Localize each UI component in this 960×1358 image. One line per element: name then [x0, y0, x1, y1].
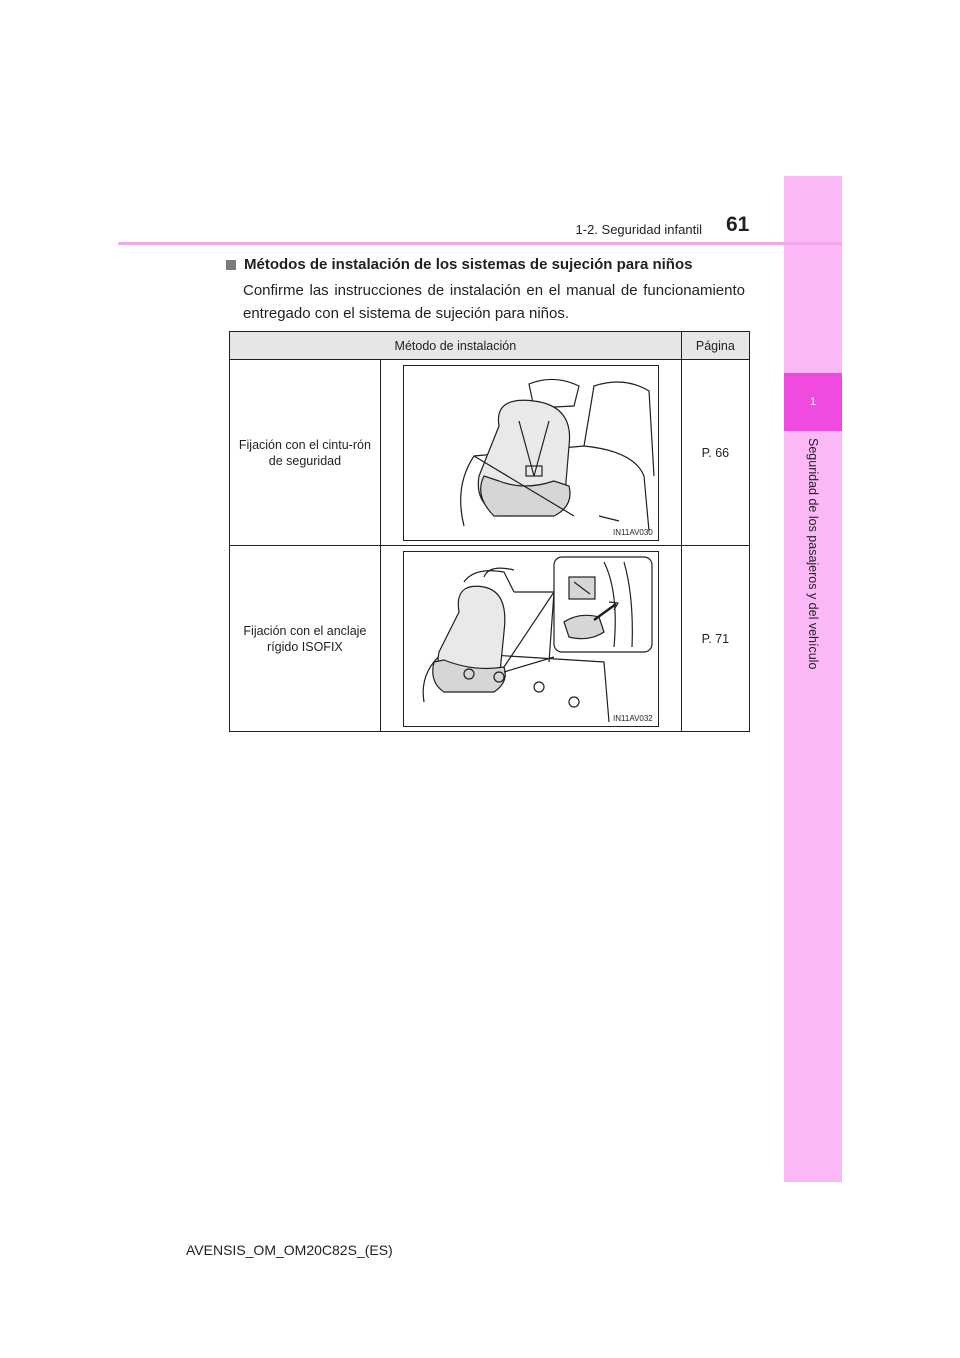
figure-cell	[380, 546, 681, 732]
side-tab	[784, 176, 842, 1182]
chapter-label: Seguridad de los pasajeros y del vehículo	[806, 438, 820, 670]
seatbelt-seat-drawing	[404, 366, 658, 540]
figure-cell	[380, 360, 681, 546]
chapter-number-tab[interactable]: 1	[784, 373, 842, 431]
document-code: AVENSIS_OM_OM20C82S_(ES)	[186, 1242, 393, 1258]
page-reference-link[interactable]: P. 71	[681, 546, 749, 732]
method-cell: Fijación con el cintu-rón de seguridad	[230, 360, 381, 546]
page-number: 61	[726, 213, 750, 236]
figure-code: IN11AV032	[613, 713, 653, 723]
table-header-row	[230, 332, 750, 360]
square-bullet-icon	[226, 260, 236, 270]
isofix-child-seat-illustration	[403, 551, 659, 727]
section-title: 1-2. Seguridad infantil	[575, 222, 702, 237]
installation-methods-table	[229, 331, 750, 732]
table-row	[230, 360, 750, 546]
header-rule	[118, 242, 842, 245]
heading-text: Métodos de instalación de los sistemas de sujeción para niños	[244, 256, 693, 273]
table-row	[230, 546, 750, 732]
isofix-seat-drawing	[404, 552, 658, 726]
seatbelt-child-seat-illustration	[403, 365, 659, 541]
page-reference-link[interactable]: P. 66	[681, 360, 749, 546]
body-paragraph: Confirme las instrucciones de instalación en el manual de funcionamiento entregado con el sistema de sujeción para niños.	[243, 282, 745, 322]
method-cell: Fijación con el anclaje rígido ISOFIX	[230, 546, 381, 732]
header-page: Página	[681, 332, 749, 360]
section-heading	[226, 256, 692, 273]
header-method: Método de instalación	[230, 332, 682, 360]
figure-code: IN11AV030	[613, 527, 653, 537]
